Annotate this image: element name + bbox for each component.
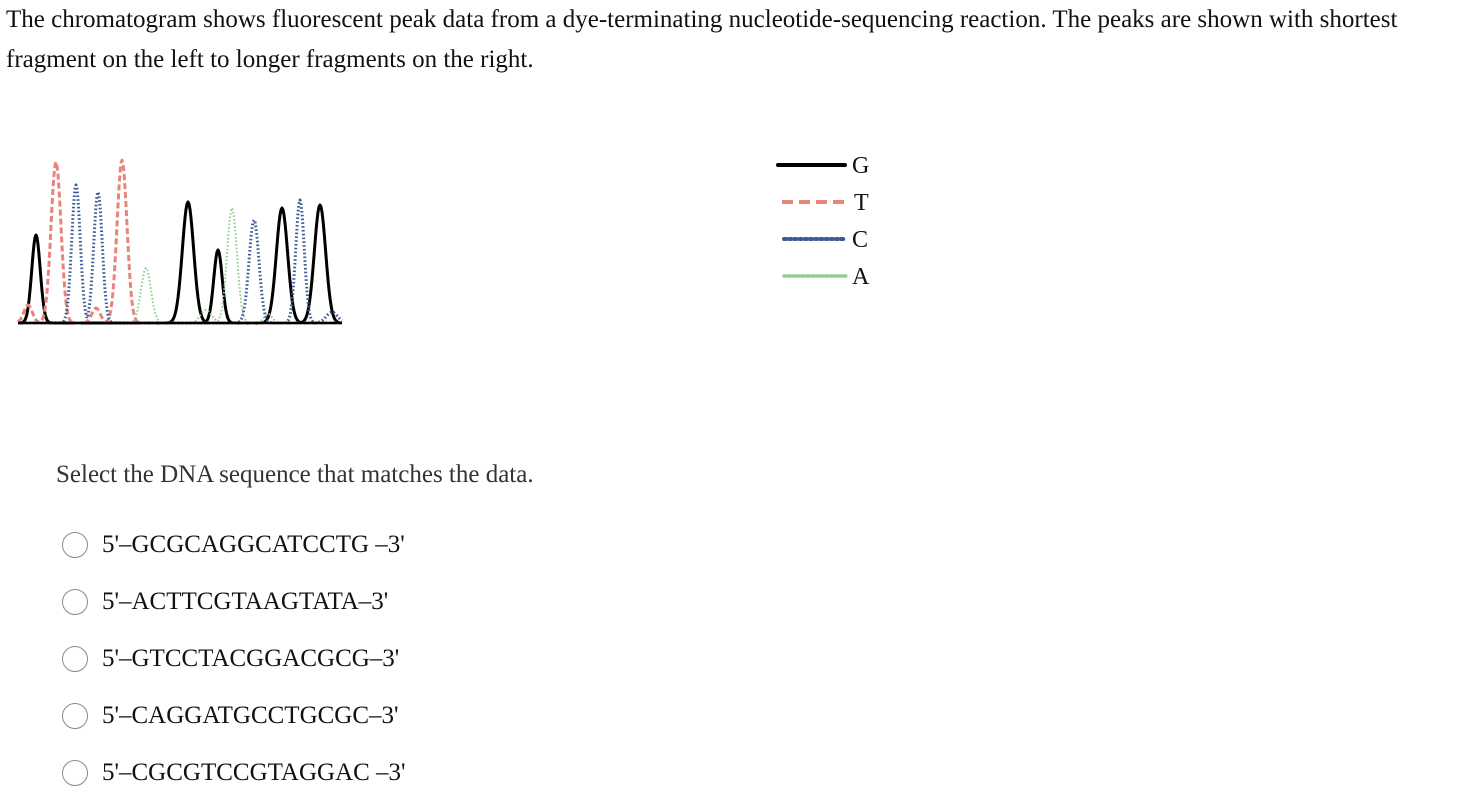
answer-choice-label[interactable]: 5'–GTCCTACGGACGCG–3' [102,644,400,672]
answer-choice-label[interactable]: 5'–GCGCAGGCATCCTG –3' [102,530,405,558]
answer-choice[interactable] [62,687,406,744]
chromatogram-legend [770,145,910,295]
radio-button[interactable] [62,646,88,672]
legend-label-t: T [854,190,869,216]
legend-label-a: A [852,264,870,290]
legend-entry-g [778,153,869,179]
answer-choices [62,516,406,801]
answer-choice-label[interactable]: 5'–CGCGTCCGTAGGAC –3' [102,758,406,786]
answer-choice[interactable] [62,516,406,573]
trace-c [18,185,342,323]
answer-choice-label[interactable]: 5'–ACTTCGTAAGTATA–3' [102,587,389,615]
radio-button[interactable] [62,532,88,558]
legend-entry-t [782,190,869,216]
answer-choice[interactable] [62,744,406,801]
answer-choice[interactable] [62,573,406,630]
radio-button[interactable] [62,760,88,786]
answer-choice-label[interactable]: 5'–CAGGATGCCTGCGC–3' [102,701,399,729]
chromatogram [14,150,346,330]
question-intro: The chromatogram shows fluorescent peak data from a dye-terminating nucleotide-sequencing reaction. The peaks are shown with shortest fragment on the left to longer fragments on the right. [6,6,1398,73]
legend-label-g: G [852,153,870,179]
radio-button[interactable] [62,589,88,615]
legend-label-c: C [852,227,869,253]
answer-choice[interactable] [62,630,406,687]
question-prompt: Select the DNA sequence that matches the data. [56,461,534,488]
legend-entry-c [784,227,868,253]
radio-button[interactable] [62,703,88,729]
legend-entry-a [784,264,870,290]
